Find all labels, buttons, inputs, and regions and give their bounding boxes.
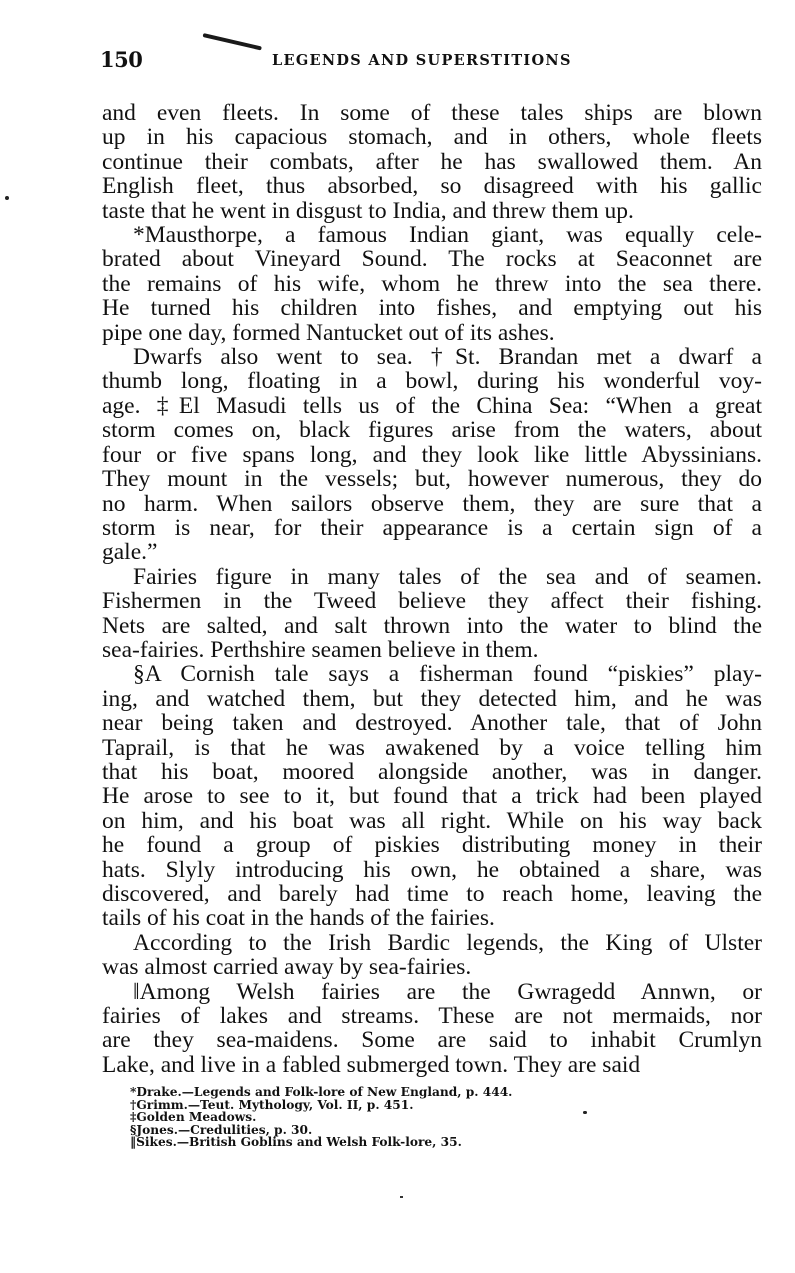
paragraph (102, 565, 762, 663)
running-head (100, 47, 770, 75)
text-line: he found a group of piskies distributing money in their (102, 832, 762, 859)
paragraph (102, 980, 762, 1078)
text-line: gale.” (102, 539, 158, 566)
text-line: He arose to see to it, but found that a trick had been played (102, 783, 762, 810)
text-line: §A Cornish tale says a fisherman found “piskies” play- (133, 661, 762, 688)
paragraph (102, 101, 762, 223)
text-line: four or five spans long, and they look like little Abyssinians. (102, 441, 762, 468)
footnote: ‖Sikes.—British Goblins and Welsh Folk-lore, 35. (130, 1135, 462, 1150)
text-line: He turned his children into fishes, and emptying out his (102, 295, 762, 322)
text-line: on him, and his boat was all right. While on his way back (102, 807, 762, 834)
text-line: are they sea-maidens. Some are said to inhabit Crumlyn (102, 1027, 762, 1054)
paragraph (102, 223, 762, 345)
text-line: storm is near, for their appearance is a certain sign of a (102, 514, 762, 541)
body-text (102, 101, 762, 1077)
text-line: ‖Among Welsh fairies are the Gwragedd Annwn, or (133, 978, 762, 1005)
text-line: ing, and watched them, but they detected him, and he was (102, 685, 762, 712)
text-line: was almost carried away by sea-fairies. (102, 954, 472, 981)
text-line: They mount in the vessels; but, however numerous, they do (102, 466, 762, 493)
text-line: According to the Irish Bardic legends, the King of Ulster (133, 929, 762, 956)
text-line: pipe one day, formed Nantucket out of its ashes. (102, 319, 555, 346)
text-line: sea-fairies. Perthshire seamen believe in them. (102, 636, 539, 663)
text-line: tails of his coat in the hands of the fairies. (102, 905, 495, 932)
text-line: taste that he went in disgust to India, and threw them up. (102, 197, 634, 224)
page-number: 150 (100, 47, 143, 72)
text-line: Nets are salted, and salt thrown into the water to blind the (102, 612, 762, 639)
text-line: Fishermen in the Tweed believe they affect their fishing. (102, 588, 762, 615)
ink-speck (5, 196, 9, 200)
text-line: continue their combats, after he has swallowed them. An (102, 148, 762, 175)
footnote: †Grimm.—Teut. Mythology, Vol. II, p. 451. (130, 1097, 414, 1112)
footnote: ‡Golden Meadows. (130, 1110, 257, 1125)
text-line: thumb long, floating in a bowl, during his wonderful voy- (102, 368, 762, 395)
ink-speck (400, 1196, 403, 1198)
text-line: fairies of lakes and streams. These are not mermaids, nor (102, 1003, 762, 1030)
text-line: storm comes on, black figures arise from the waters, about (102, 417, 762, 444)
text-line: Lake, and live in a fabled submerged town. They are said (102, 1051, 641, 1078)
text-line: Fairies figure in many tales of the sea and of seamen. (133, 563, 762, 590)
text-line: Dwarfs also went to sea. †St. Brandan met a dwarf a (133, 344, 762, 371)
footnote: §Jones.—Credulities, p. 30. (130, 1122, 313, 1137)
text-line: discovered, and barely had time to reach home, leaving the (102, 881, 762, 907)
text-line: and even fleets. In some of these tales ships are blown (102, 100, 762, 126)
text-line: age. ‡El Masudi tells us of the China Sea: “When a great (102, 392, 762, 419)
footnote: *Drake.—Legends and Folk-lore of New England, p. 444. (130, 1085, 513, 1099)
text-line: brated about Vineyard Sound. The rocks at Seaconnet are (102, 246, 762, 273)
text-line: English fleet, thus absorbed, so disagreed with his gallic (102, 173, 762, 200)
paragraph (102, 931, 762, 980)
text-line: near being taken and destroyed. Another tale, that of John (102, 710, 762, 737)
text-line: *Mausthorpe, a famous Indian giant, was equally cele- (133, 222, 762, 249)
text-line: hats. Slyly introducing his own, he obtained a share, was (102, 856, 762, 883)
running-title: LEGENDS AND SUPERSTITIONS (272, 52, 572, 69)
text-line: that his boat, moored alongside another, was in danger. (102, 758, 762, 785)
text-line: no harm. When sailors observe them, they are sure that a (102, 490, 762, 517)
text-line: the remains of his wife, whom he threw into the sea there. (102, 270, 762, 297)
text-line: up in his capacious stomach, and in others, whole fleets (102, 124, 762, 151)
text-line: Taprail, is that he was awakened by a voice telling him (102, 734, 762, 761)
paragraph (102, 662, 762, 930)
footnotes (130, 1086, 590, 1149)
paragraph (102, 345, 762, 565)
